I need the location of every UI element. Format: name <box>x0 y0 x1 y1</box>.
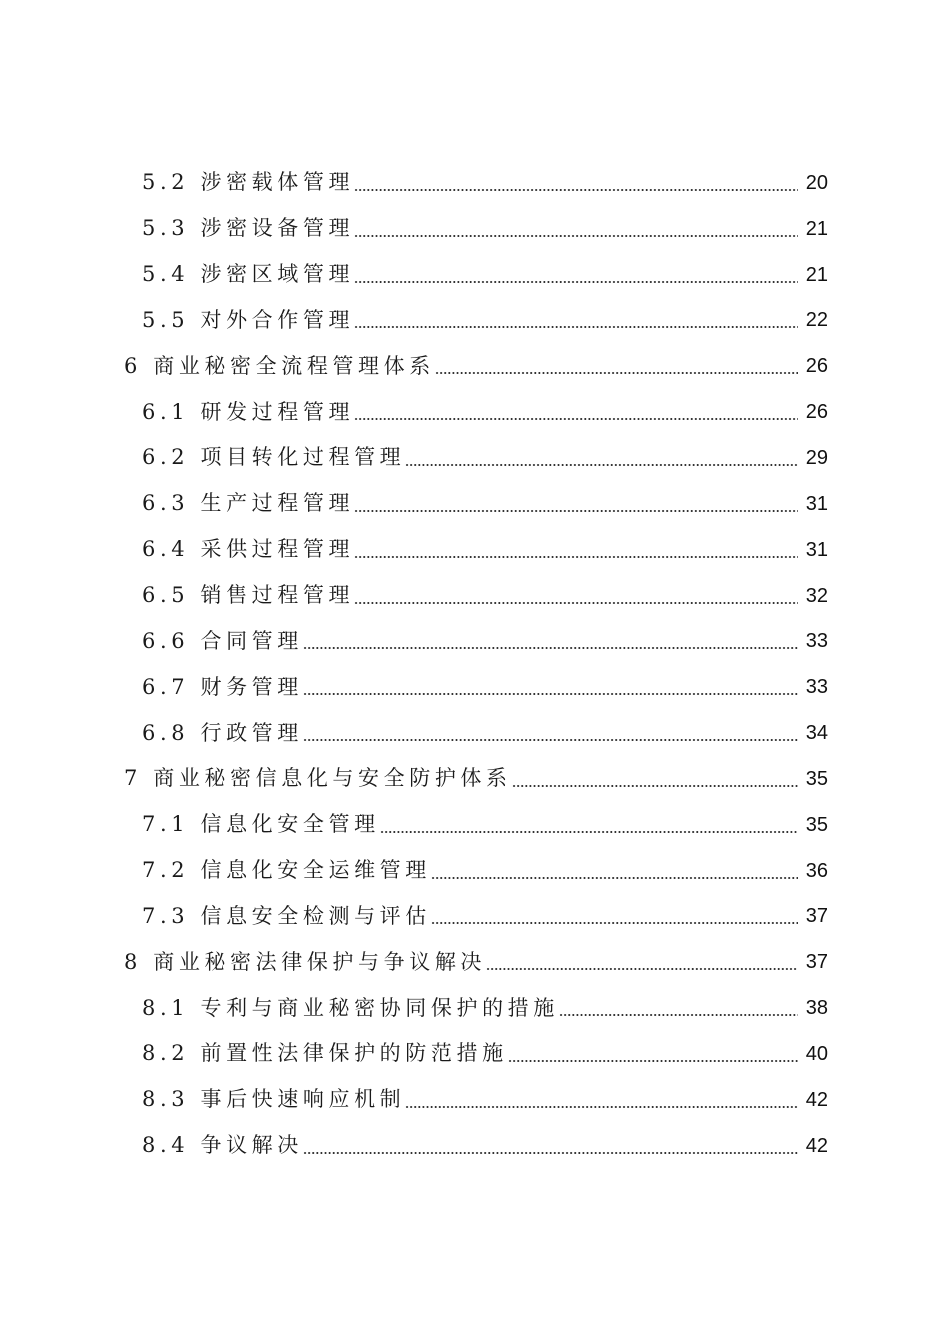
toc-entry[interactable] <box>0 939 945 985</box>
toc-entry-title: 7 商业秘密信息化与安全防护体系 <box>124 766 512 791</box>
dot-leader <box>354 510 798 512</box>
dot-leader <box>431 877 798 879</box>
toc-entry[interactable] <box>0 1031 945 1077</box>
toc-entry-page-number: 21 <box>805 217 828 240</box>
toc-entry-title: 5.4 涉密区域管理 <box>142 262 355 287</box>
dot-leader <box>405 1106 798 1108</box>
toc-entry-page-number: 40 <box>805 1042 828 1065</box>
toc-entry-page-number: 32 <box>805 584 828 607</box>
toc-entry-title: 8.4 争议解决 <box>142 1133 303 1158</box>
toc-entry-page-number: 34 <box>805 722 828 745</box>
toc-entry[interactable] <box>0 1123 945 1169</box>
toc-entry[interactable] <box>0 481 945 527</box>
toc-entry-page-number: 42 <box>805 1134 828 1157</box>
toc-entry-page-number: 36 <box>805 859 828 882</box>
toc-entry[interactable] <box>0 298 945 344</box>
toc-entry-title: 6.3 生产过程管理 <box>142 491 355 516</box>
toc-entry-page-number: 38 <box>805 997 828 1020</box>
toc-entry-title: 8.2 前置性法律保护的防范措施 <box>142 1041 508 1066</box>
toc-entry-title: 6 商业秘密全流程管理体系 <box>124 353 435 378</box>
toc-entry-title: 7.3 信息安全检测与评估 <box>142 903 431 928</box>
toc-entry[interactable] <box>0 802 945 848</box>
toc-entry-title: 5.5 对外合作管理 <box>142 307 355 332</box>
toc-entry-page-number: 37 <box>805 905 828 928</box>
dot-leader <box>508 1060 798 1062</box>
toc-entry-title: 6.7 财务管理 <box>142 674 303 699</box>
toc-entry-page-number: 21 <box>805 263 828 286</box>
toc-entry-title: 6.1 研发过程管理 <box>142 399 355 424</box>
dot-leader <box>512 785 798 787</box>
toc-entry-title: 7.1 信息化安全管理 <box>142 812 380 837</box>
toc-entry-page-number: 35 <box>805 767 828 790</box>
toc-entry-page-number: 33 <box>805 630 828 653</box>
toc-entry-page-number: 31 <box>805 492 828 515</box>
toc-entry[interactable] <box>0 343 945 389</box>
toc-entry[interactable] <box>0 160 945 206</box>
toc-entry[interactable] <box>0 389 945 435</box>
toc-entry-title: 8.1 专利与商业秘密协同保护的措施 <box>142 995 559 1020</box>
dot-leader <box>559 1014 798 1016</box>
toc-entry[interactable] <box>0 985 945 1031</box>
toc-entry[interactable] <box>0 527 945 573</box>
toc-entry-page-number: 33 <box>805 676 828 699</box>
dot-leader <box>486 968 798 970</box>
toc-entry-title: 6.6 合同管理 <box>142 628 303 653</box>
toc-entry[interactable] <box>0 252 945 298</box>
toc-entry[interactable] <box>0 435 945 481</box>
table-of-contents <box>0 160 945 1169</box>
toc-entry-page-number: 22 <box>805 309 828 332</box>
toc-entry-title: 8 商业秘密法律保护与争议解决 <box>124 949 487 974</box>
toc-entry[interactable] <box>0 1077 945 1123</box>
toc-entry-title: 6.8 行政管理 <box>142 720 303 745</box>
toc-entry-page-number: 35 <box>805 813 828 836</box>
dot-leader <box>354 189 798 191</box>
toc-entry[interactable] <box>0 710 945 756</box>
toc-entry-page-number: 20 <box>805 171 828 194</box>
dot-leader <box>354 556 798 558</box>
dot-leader <box>303 647 798 649</box>
toc-entry-page-number: 37 <box>805 951 828 974</box>
dot-leader <box>431 922 798 924</box>
toc-entry[interactable] <box>0 206 945 252</box>
dot-leader <box>354 326 798 328</box>
dot-leader <box>303 1152 798 1154</box>
dot-leader <box>354 281 798 283</box>
toc-entry-title: 5.3 涉密设备管理 <box>142 216 355 241</box>
toc-entry[interactable] <box>0 756 945 802</box>
toc-entry[interactable] <box>0 664 945 710</box>
dot-leader <box>354 418 798 420</box>
dot-leader <box>354 602 798 604</box>
dot-leader <box>303 693 798 695</box>
toc-entry-title: 6.5 销售过程管理 <box>142 583 355 608</box>
toc-entry-title: 6.2 项目转化过程管理 <box>142 445 406 470</box>
toc-entry[interactable] <box>0 573 945 619</box>
toc-entry[interactable] <box>0 894 945 940</box>
dot-leader <box>405 464 798 466</box>
toc-entry-title: 6.4 采供过程管理 <box>142 537 355 562</box>
toc-entry[interactable] <box>0 848 945 894</box>
toc-entry-page-number: 26 <box>805 355 828 378</box>
toc-entry-page-number: 29 <box>805 446 828 469</box>
toc-entry-page-number: 31 <box>805 538 828 561</box>
dot-leader <box>354 235 798 237</box>
toc-entry-title: 8.3 事后快速响应机制 <box>142 1087 406 1112</box>
toc-entry-page-number: 42 <box>805 1088 828 1111</box>
toc-entry[interactable] <box>0 618 945 664</box>
dot-leader <box>380 831 798 833</box>
toc-entry-page-number: 26 <box>805 401 828 424</box>
dot-leader <box>435 372 798 374</box>
toc-entry-title: 5.2 涉密载体管理 <box>142 170 355 195</box>
dot-leader <box>303 739 798 741</box>
toc-entry-title: 7.2 信息化安全运维管理 <box>142 858 431 883</box>
